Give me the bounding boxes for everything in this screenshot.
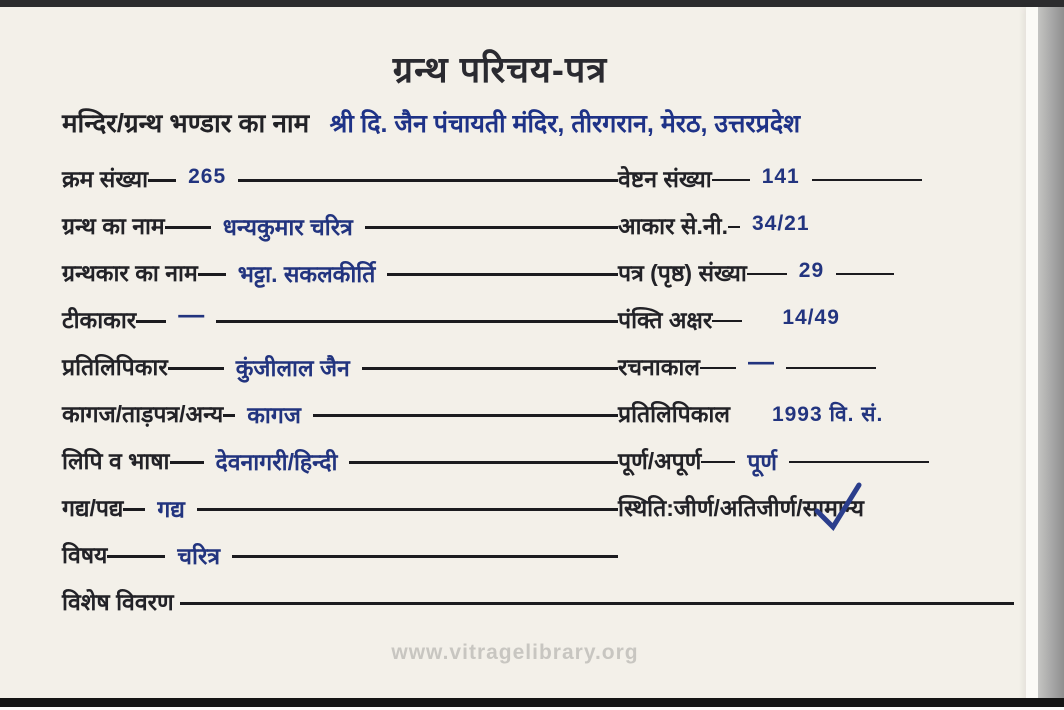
field-row-size-cm — [618, 207, 1014, 254]
field-value: देवनागरी/हिन्दी — [215, 449, 338, 475]
field-row-bundle-number — [618, 160, 1014, 207]
rule-line — [107, 555, 165, 558]
field-label: ग्रन्थ का नाम — [62, 213, 165, 239]
field-value: 1993 वि. सं. — [771, 403, 884, 426]
rule-line — [180, 602, 1014, 605]
field-row-book-name — [62, 207, 618, 254]
rule-line — [712, 320, 742, 322]
field-row-copy-date — [618, 395, 1014, 442]
rule-line — [786, 367, 876, 369]
rule-line — [238, 179, 618, 182]
field-row-script-language — [62, 442, 618, 489]
field-value: 265 — [188, 165, 227, 188]
field-value: गद्य — [157, 496, 185, 522]
scan-right-paper-edge — [1026, 7, 1038, 710]
scan-right-edge — [1038, 7, 1064, 710]
rule-line — [712, 179, 750, 181]
rule-line — [349, 461, 618, 464]
field-value: धन्यकुमार चरित्र — [222, 214, 353, 240]
field-value: 34/21 — [751, 212, 810, 235]
field-label: क्रम संख्या — [62, 166, 149, 192]
rule-line — [165, 226, 211, 229]
rule-line — [701, 461, 735, 463]
rule-line — [747, 273, 787, 275]
field-value: 29 — [798, 259, 825, 282]
rule-line — [836, 273, 894, 275]
watermark: www.vitragelibrary.org — [391, 641, 639, 664]
field-row-prose-verse — [62, 489, 618, 536]
temple-name-value: श्री दि. जैन पंचायती मंदिर, तीरगरान, मेरठ, उत्तरप्रदेश — [329, 110, 801, 138]
rule-line — [170, 461, 204, 464]
field-value: 14/49 — [782, 306, 840, 329]
rule-line — [168, 367, 224, 370]
field-value: भट्टा. सकलकीर्ति — [237, 261, 376, 287]
rule-line — [232, 555, 618, 558]
temple-name-row — [62, 104, 1022, 140]
rule-line — [362, 367, 618, 370]
field-label: पंक्ति अक्षर — [618, 307, 713, 333]
field-label: स्थिति:जीर्ण/अतिजीर्ण/ — [618, 495, 803, 521]
field-value: चरित्र — [177, 543, 221, 569]
rule-line — [812, 179, 922, 181]
rule-line — [387, 273, 618, 276]
rule-line — [198, 273, 226, 276]
field-row-condition — [618, 489, 1014, 536]
field-row-composition-date — [618, 348, 1014, 395]
field-value: कागज — [247, 402, 301, 428]
rule-line — [197, 508, 618, 511]
rule-line — [216, 320, 618, 323]
field-row-subject — [62, 536, 618, 583]
scan-bottom-edge — [0, 698, 1064, 707]
rule-line — [148, 179, 176, 182]
rule-line — [123, 508, 145, 511]
field-label: प्रतिलिपिकाल — [618, 401, 730, 427]
field-label: लिपि व भाषा — [62, 448, 170, 474]
rule-line — [365, 226, 618, 229]
rule-line — [700, 367, 736, 369]
field-label: विषय — [62, 542, 108, 568]
field-row-serial-number — [62, 160, 618, 207]
field-label: रचनाकाल — [618, 354, 700, 380]
rule-line — [789, 461, 929, 463]
field-row-author-name — [62, 254, 618, 301]
field-label: पूर्ण/अपूर्ण — [618, 448, 702, 474]
condition-checked-option — [803, 495, 864, 523]
temple-name-label: मन्दिर/ग्रन्थ भण्डार का नाम — [62, 108, 310, 138]
field-label: प्रतिलिपिकार — [62, 354, 168, 380]
fields-grid — [62, 160, 1014, 630]
field-label: आकार से.नी. — [618, 213, 728, 239]
field-label: पत्र (पृष्ठ) संख्या — [618, 260, 747, 286]
field-row-commentator — [62, 301, 618, 348]
field-value: — — [178, 299, 205, 329]
field-value: कुंजीलाल जैन — [235, 355, 350, 381]
rule-line — [136, 320, 166, 323]
field-label: विशेष विवरण — [62, 589, 174, 615]
rule-line — [313, 414, 618, 417]
field-row-paper-type — [62, 395, 618, 442]
field-label: वेष्टन संख्या — [618, 166, 712, 192]
field-label: कागज/ताड़पत्र/अन्य — [62, 401, 224, 427]
field-label: टीकाकार — [62, 307, 137, 333]
field-row-copyist — [62, 348, 618, 395]
rule-line — [223, 414, 235, 417]
field-label: गद्य/पद्य — [62, 495, 124, 521]
field-value: — — [747, 346, 774, 376]
field-value: 141 — [761, 165, 800, 188]
field-value: पूर्ण — [747, 449, 778, 475]
scan-top-edge — [0, 0, 1064, 7]
field-row-complete-incomplete — [618, 442, 1014, 489]
rule-line — [728, 226, 740, 228]
page-title: ग्रन्थ परिचय-पत्र — [392, 49, 608, 90]
field-label: ग्रन्थकार का नाम — [62, 260, 198, 286]
field-row-special-details — [62, 583, 1014, 630]
checked-option-label: सामान्य — [802, 495, 864, 521]
field-row-lines-letters — [618, 301, 1014, 348]
field-row-page-count — [618, 254, 1014, 301]
